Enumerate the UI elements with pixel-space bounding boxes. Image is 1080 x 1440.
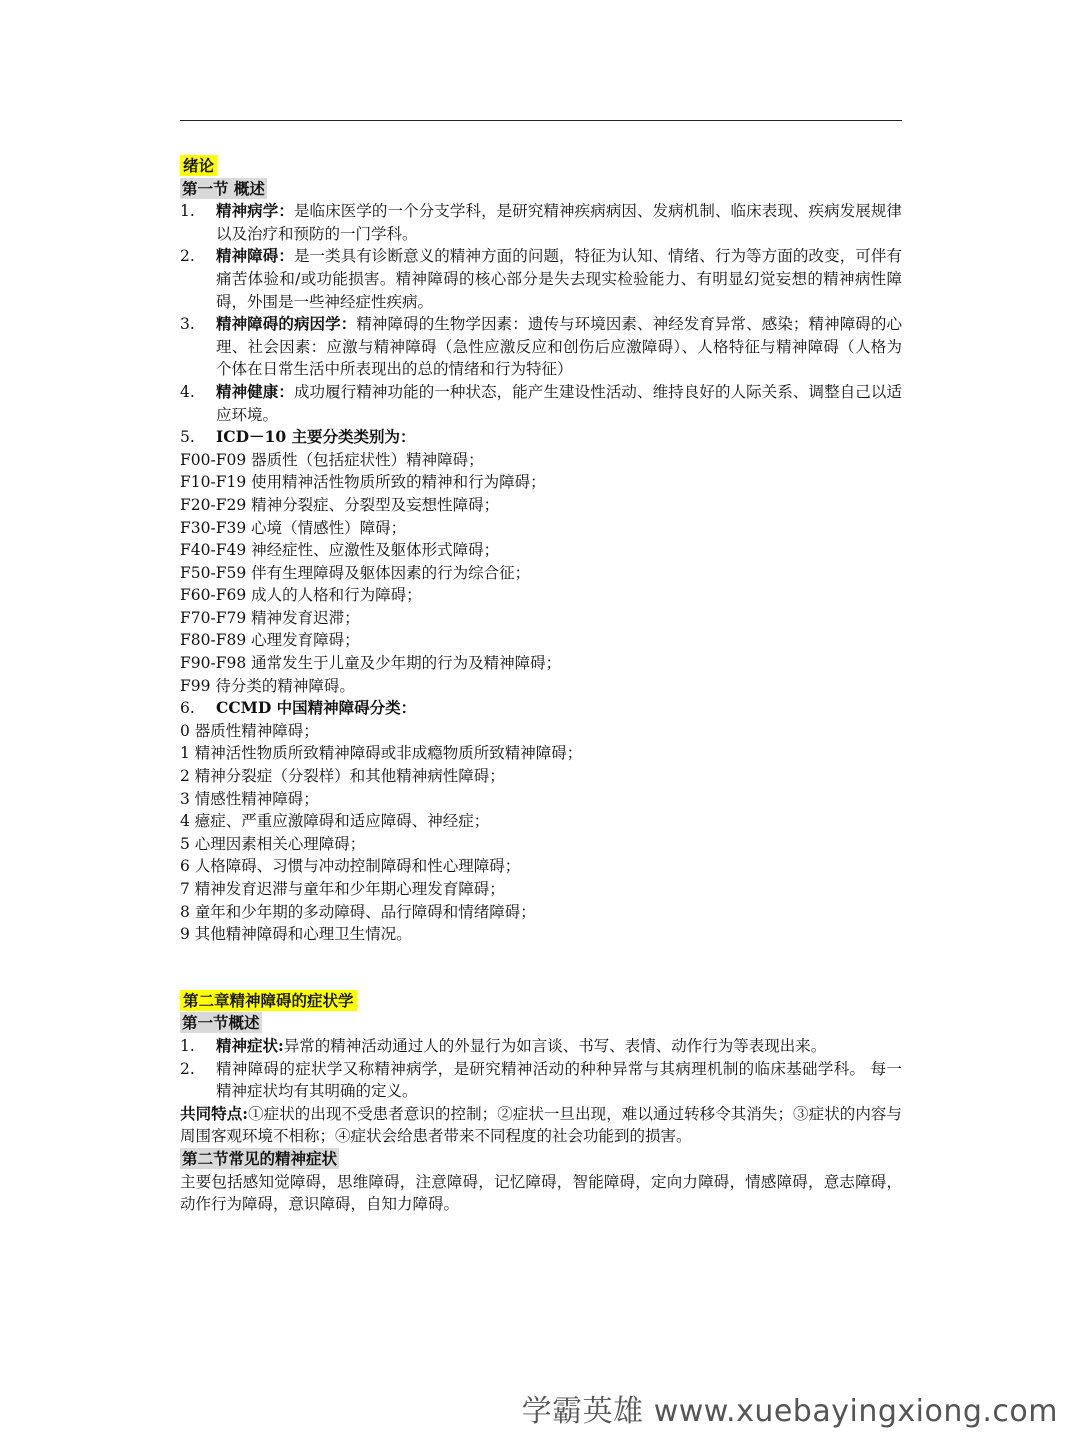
ccmd-entry: 5 心理因素相关心理障碍； <box>180 834 366 853</box>
icd-list <box>180 449 902 698</box>
definition-item <box>180 245 902 313</box>
item-text <box>216 1058 902 1103</box>
chapter2-section2-text: 主要包括感知觉障碍，思维障碍，注意障碍，记忆障碍，智能障碍，定向力障碍，情感障碍，意志障碍，动作行为障碍，意识障碍，自知力障碍。 <box>180 1172 902 1214</box>
item-term: 精神健康： <box>216 381 294 401</box>
document-body <box>180 155 902 1216</box>
item-number: 1. <box>180 202 195 221</box>
common-features <box>180 1103 902 1148</box>
icd-entry: F10-F19 使用精神活性物质所致的精神和行为障碍； <box>180 473 546 492</box>
item-number: 5. <box>180 428 195 447</box>
header-rule <box>180 120 902 121</box>
intro-section1-line <box>180 178 902 201</box>
site-watermark: 学霸英雄 www.xuebayingxiong.com <box>521 1394 1058 1429</box>
definition-item <box>180 313 902 381</box>
chapter2-section1-line <box>180 1012 902 1035</box>
intro-title: 绪论 <box>180 155 217 176</box>
icd-entry: F40-F49 神经症性、应激性及躯体形式障碍； <box>180 541 500 560</box>
icd-entry: F50-F59 伴有生理障碍及躯体因素的行为综合征； <box>180 563 531 582</box>
item-term: 精神障碍的病因学： <box>216 314 357 334</box>
intro-title-line <box>180 155 902 178</box>
icd-heading <box>180 426 902 449</box>
icd-entry: F90-F98 通常发生于儿童及少年期的行为及精神障碍； <box>180 654 562 673</box>
ccmd-entry: 8 童年和少年期的多动障碍、品行障碍和情绪障碍； <box>180 902 536 921</box>
icd-entry: F20-F29 精神分裂症、分裂型及妄想性障碍； <box>180 495 500 514</box>
ccmd-entry: 6 人格障碍、习惯与冲动控制障碍和性心理障碍； <box>180 857 521 876</box>
ccmd-entry: 1 精神活性物质所致精神障碍或非成瘾物质所致精神障碍； <box>180 744 583 763</box>
intro-definitions <box>180 200 902 426</box>
icd-entry: F30-F39 心境（情感性）障碍； <box>180 518 407 537</box>
item-number: 3. <box>180 315 195 334</box>
item-term: 精神病学： <box>216 201 294 221</box>
common-features-text: ①症状的出现不受患者意识的控制；②症状一旦出现，难以通过转移令其消失；③症状的内容与周围客观环境不相称；④症状会给患者带来不同程度的社会功能到的损害。 <box>180 1104 902 1146</box>
item-body: 精神障碍的生物学因素：遗传与环境因素、神经发育异常、感染；精神障碍的心理、社会因素：应激与精神障碍（急性应激反应和创伤后应激障碍）、人格特征与精神障碍（人格为个体在日常生活中所表现出的总的情绪和行为特征） <box>216 315 902 379</box>
ccmd-entry: 3 情感性精神障碍； <box>180 789 319 808</box>
icd-entry: F80-F89 心理发育障碍； <box>180 631 360 650</box>
ccmd-entry: 9 其他精神障碍和心理卫生情况。 <box>180 925 412 944</box>
item-body: 异常的精神活动通过人的外显行为如言谈、书写、表情、动作行为等表现出来。 <box>283 1036 827 1055</box>
ccmd-heading <box>180 697 902 720</box>
ccmd-heading-text: CCMD 中国精神障碍分类： <box>216 698 417 718</box>
item-number: 2. <box>180 1059 195 1078</box>
icd-entry: F00-F09 器质性（包括症状性）精神障碍； <box>180 450 484 469</box>
intro-section1-title: 第一节 概述 <box>182 178 265 198</box>
icd-entry: F99 待分类的精神障碍。 <box>180 676 355 695</box>
item-body: 成功履行精神功能的一种状态，能产生建设性活动、维持良好的人际关系、调整自己以适应环境。 <box>216 382 902 424</box>
chapter2-section1-title: 第一节概述 <box>182 1013 260 1033</box>
ccmd-entry: 7 精神发育迟滞与童年和少年期心理发育障碍； <box>180 880 505 898</box>
item-text <box>216 1035 902 1058</box>
ccmd-entry: 0 器质性精神障碍； <box>180 721 319 740</box>
item-number: 4. <box>180 382 195 401</box>
chapter2-section2-title: 第二节常见的精神症状 <box>182 1148 338 1168</box>
item-text <box>216 245 902 313</box>
icd-entry: F70-F79 精神发育迟滞； <box>180 608 360 627</box>
ccmd-entry: 2 精神分裂症（分裂样）和其他精神病性障碍； <box>180 767 505 786</box>
chapter2-section2-line <box>180 1148 902 1171</box>
item-body: 精神障碍的症状学又称精神病学，是研究精神活动的种种异常与其病理机制的临床基础学科。 每一精神症状均有其明确的定义。 <box>216 1059 902 1101</box>
icd-heading-text: ICD－10 主要分类类别为： <box>216 427 416 447</box>
item-text <box>216 381 902 426</box>
item-text <box>216 200 902 245</box>
item-body: 是临床医学的一个分支学科，是研究精神疾病病因、发病机制、临床表现、疾病发展规律以及治疗和预防的一门学科。 <box>216 202 902 243</box>
item-term: 精神障碍： <box>216 246 294 266</box>
ccmd-list <box>180 720 902 946</box>
item-number: 1. <box>180 1036 195 1055</box>
section-spacer <box>180 946 902 990</box>
item-body: 是一类具有诊断意义的精神方面的问题，特征为认知、情绪、行为等方面的改变，可伴有痛苦体验和/或功能损害。精神障碍的核心部分是失去现实检验能力、有明显幻觉妄想的精神病性障碍，外围是一些神经症性疾病。 <box>216 247 902 311</box>
icd-entry: F60-F69 成人的人格和行为障碍； <box>180 586 422 605</box>
definition-item <box>180 200 902 245</box>
definition-item <box>180 1035 902 1058</box>
common-features-label: 共同特点: <box>180 1103 249 1123</box>
item-text <box>216 313 902 381</box>
item-number: 6. <box>180 699 195 718</box>
chapter2-title-line <box>180 990 902 1013</box>
ccmd-entry: 4 癔症、严重应激障碍和适应障碍、神经症； <box>180 812 490 831</box>
item-number: 2. <box>180 247 195 266</box>
definition-item <box>180 381 902 426</box>
item-term: 精神症状: <box>216 1035 284 1055</box>
chapter2-title: 第二章精神障碍的症状学 <box>180 990 357 1011</box>
definition-item <box>180 1058 902 1103</box>
